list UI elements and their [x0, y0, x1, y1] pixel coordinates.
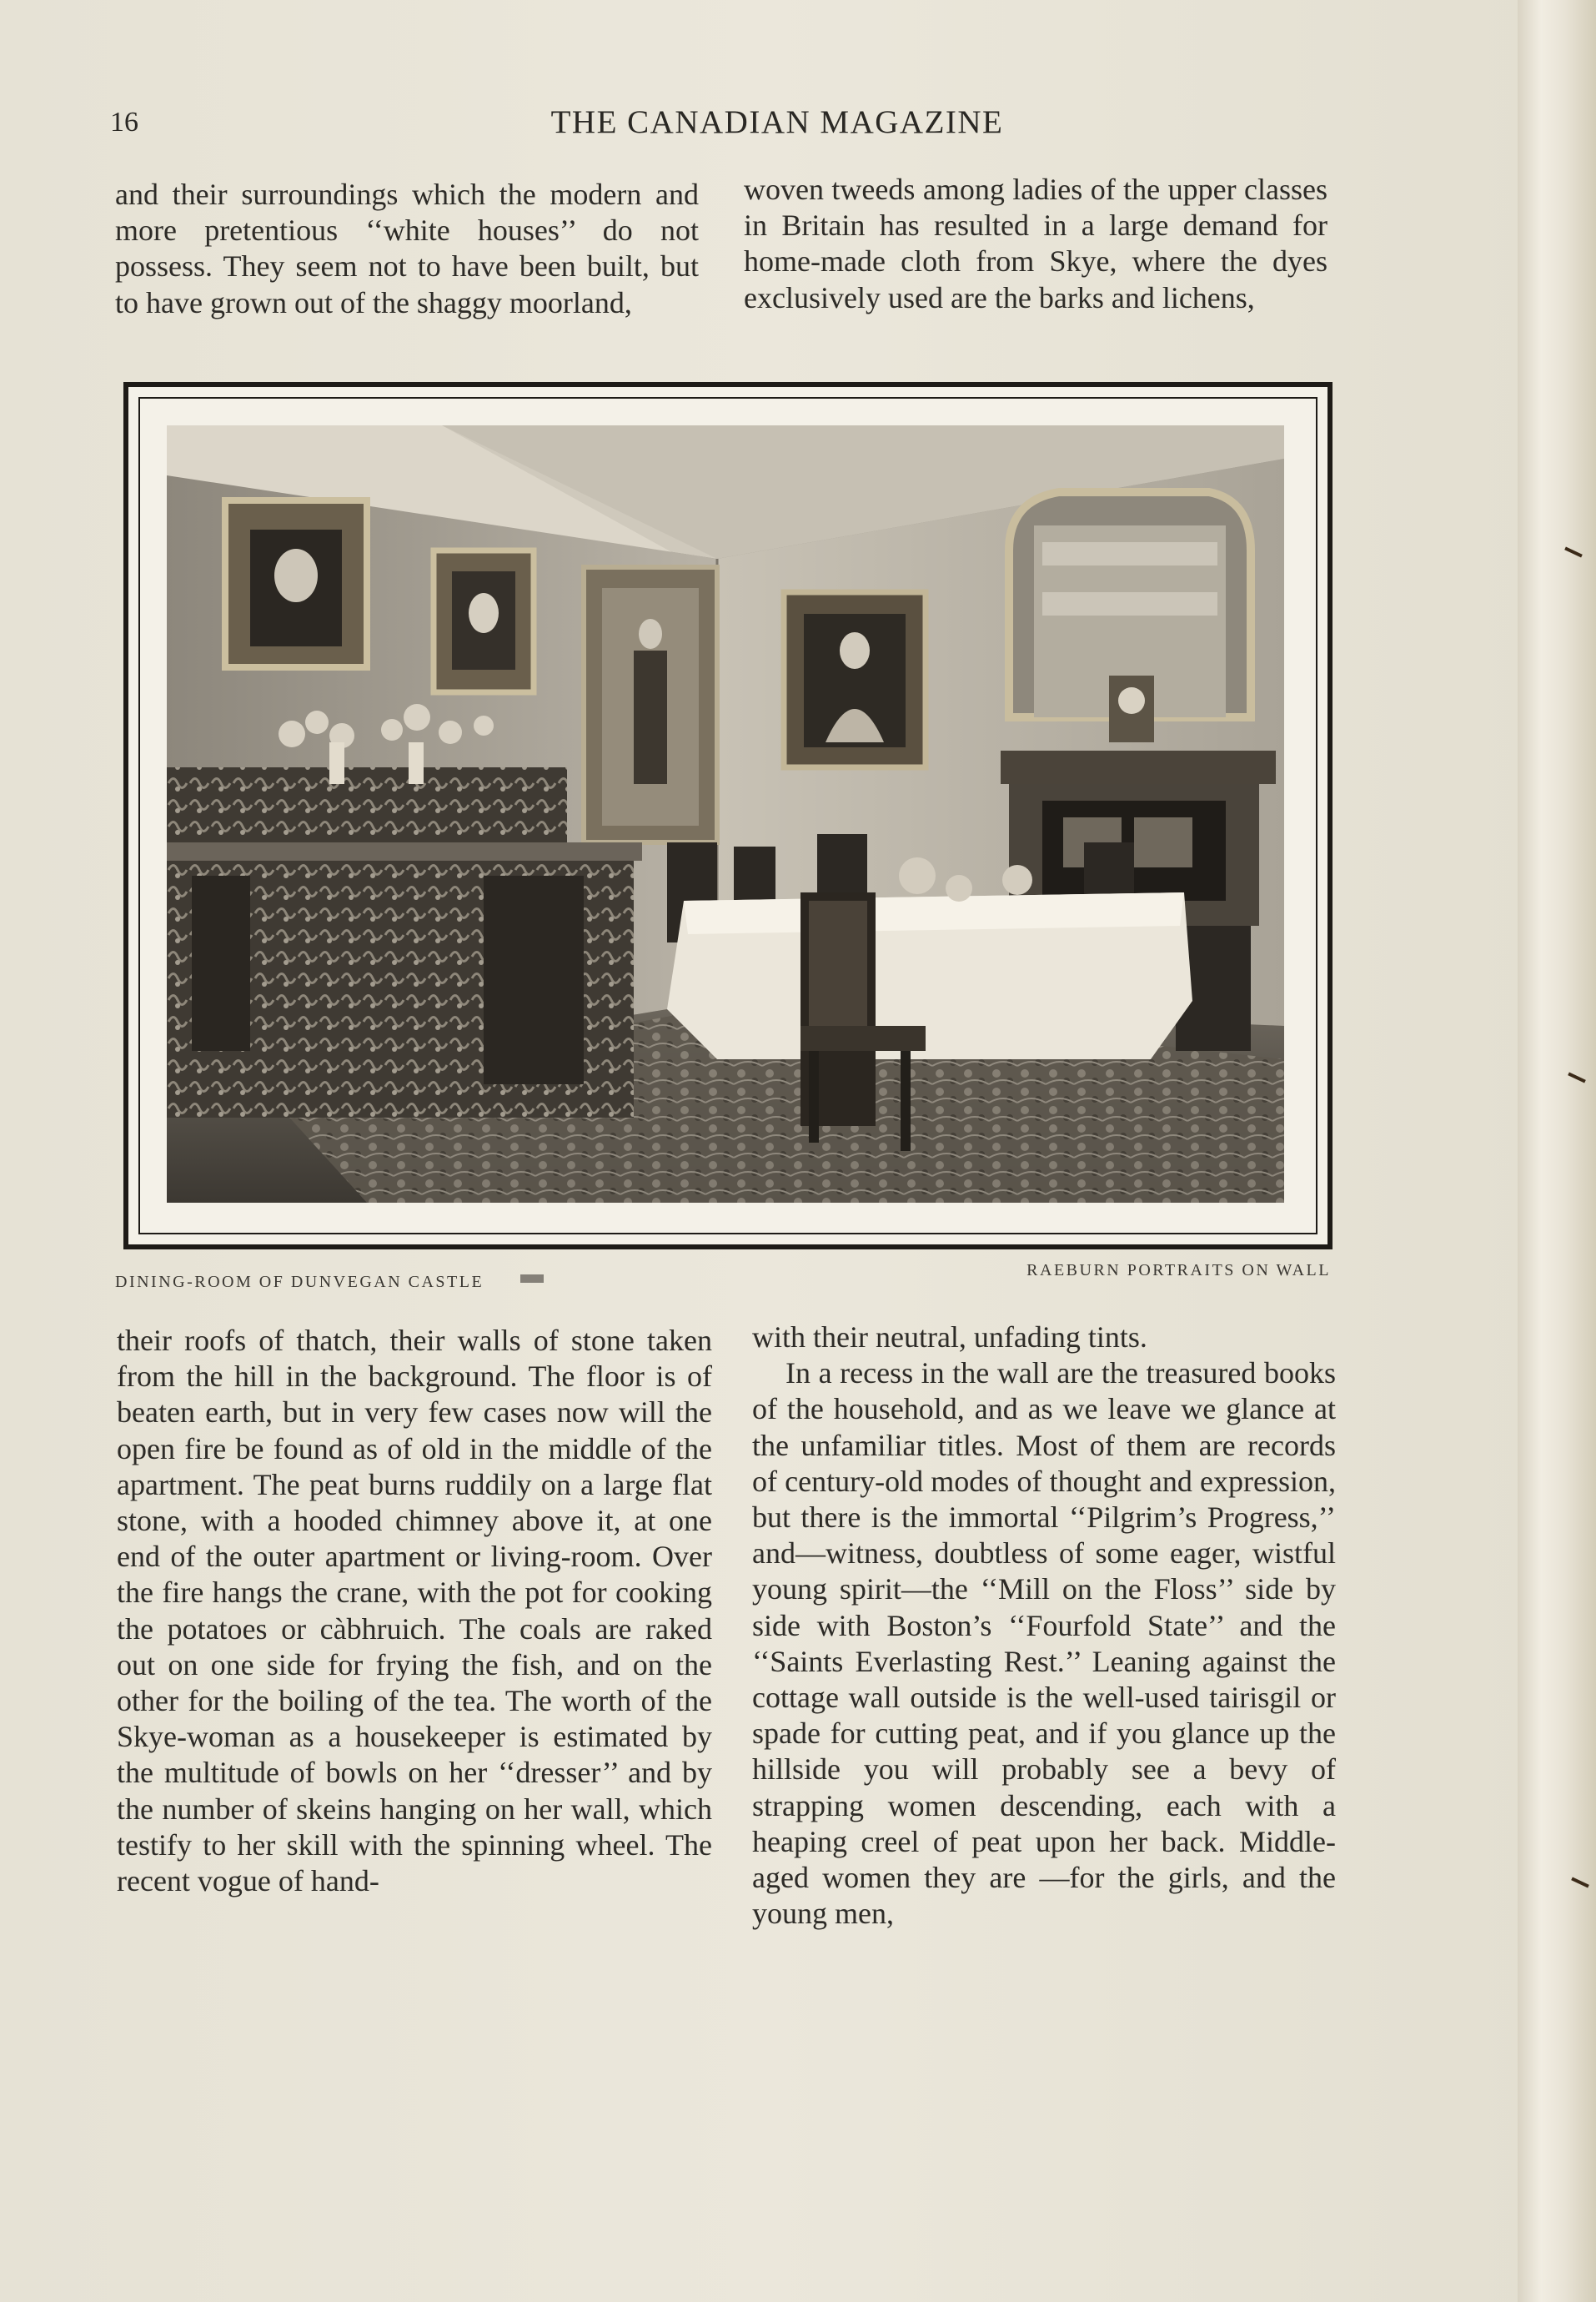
- top-left-column: [115, 177, 699, 359]
- photo-frame: [123, 382, 1333, 1249]
- paragraph-text: In a recess in the wall are the treasured books of the household, and as we leave we glance at the unfamiliar titles. Most of them are records of century-old modes of thought and expression, but there is the immortal ‘‘Pilgrim’s Progress,’’ and—witness, doubtless of some eager, wistful young spirit—the ‘‘Mill on the Floss’’ side by side with Boston’s ‘‘Fourfold State’’ and the ‘‘Saints Everlasting Rest.’’ Leaning against the cottage wall outside is the well-used tairisgil or spade for cutting peat, and if you glance up the hillside you will probably see a bevy of strapping women descending, each with a heaping creel of peat upon her back. Middle-aged women they are —for the girls, and the young men,: [752, 1356, 1336, 1931]
- bottom-right-column: [752, 1319, 1336, 1932]
- bottom-left-column: [117, 1323, 712, 1899]
- paragraph-text: woven tweeds among ladies of the upper classes in Britain has resulted in a large demand for home-made cloth from Skye, where the dyes exclusively used are the barks and lichens,: [744, 173, 1327, 314]
- paragraph-text: their roofs of thatch, their walls of stone taken from the hill in the background. The floor is of beaten earth, but in very few cases now will the open fire be found as of old in the middle of the apartment. The peat burns ruddily on a large flat stone, with a hooded chimney above it, at one end of the outer apartment or living-room. Over the fire hangs the crane, with the pot for cooking the potatoes or càbhruich. The coals are raked out on one side for frying the fish, and on the other for the boiling of the tea. The worth of the Skye-woman as a housekeeper is estimated by the multitude of bowls on her ‘‘dresser’’ and by the number of skeins hanging on her wall, which testify to her skill with the spinning wheel. The recent vogue of hand-: [117, 1324, 712, 1898]
- page-edge: [1518, 0, 1596, 2302]
- dining-room-photo: [167, 425, 1284, 1203]
- running-title: THE CANADIAN MAGAZINE: [550, 104, 1004, 140]
- caption-right: RAEBURN PORTRAITS ON WALL: [1026, 1261, 1331, 1279]
- page-number: 16: [110, 107, 138, 138]
- caption-ink-mark: [520, 1274, 544, 1283]
- paragraph-text: and their surroundings which the modern and more pretentious ‘‘white houses’’ do not possess. They seem not to have been built, but to have grown out of the shaggy moorland,: [115, 178, 699, 319]
- running-head: [110, 98, 1411, 148]
- paragraph-text: with their neutral, unfading tints.: [752, 1320, 1147, 1354]
- caption-left: DINING-ROOM OF DUNVEGAN CASTLE: [115, 1273, 484, 1291]
- top-right-column: [744, 172, 1327, 359]
